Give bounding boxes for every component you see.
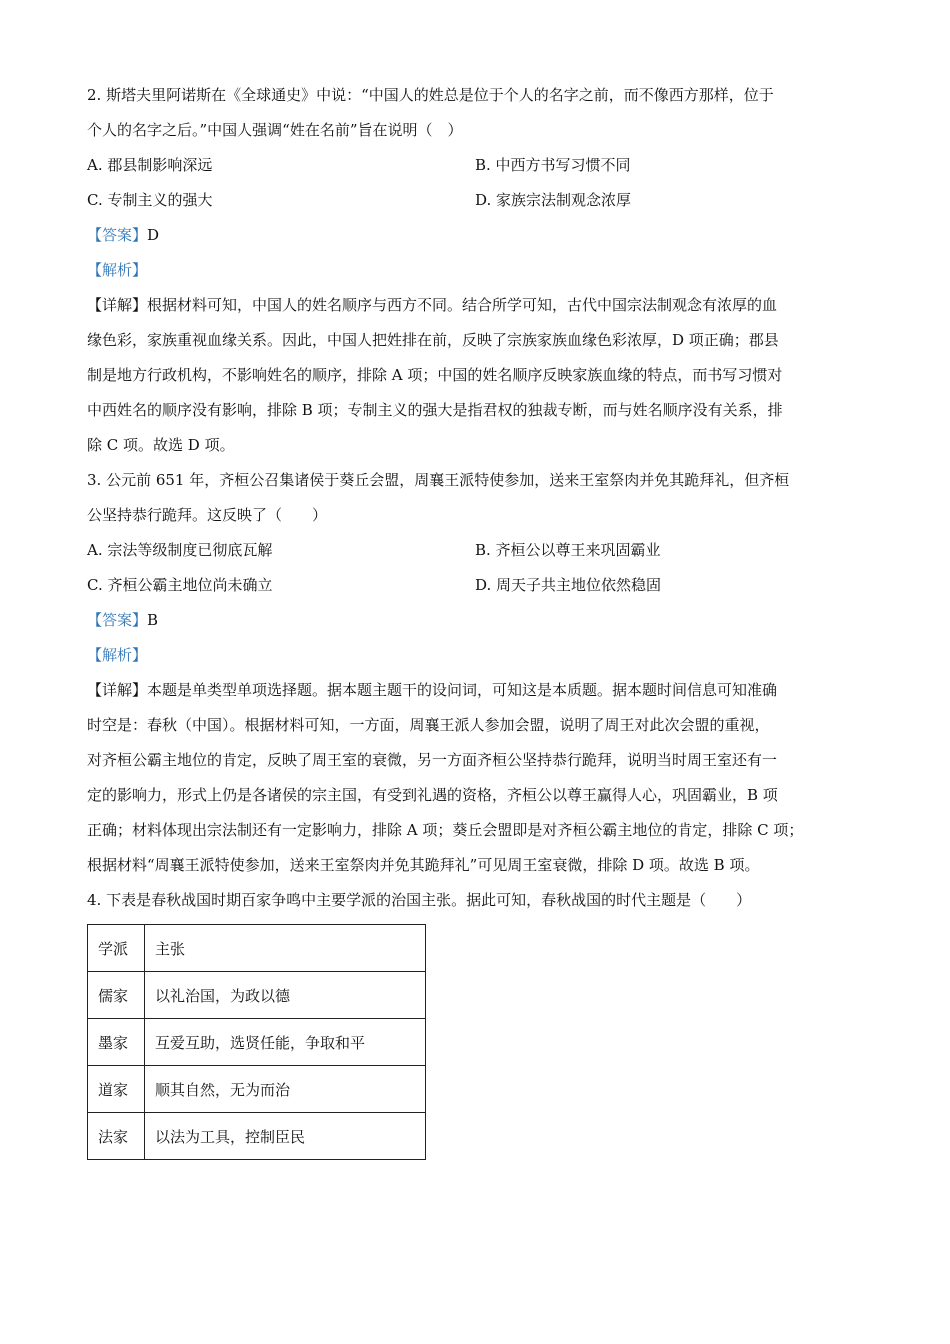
answer-line <box>87 603 877 638</box>
table-row <box>88 1113 426 1160</box>
option-d: D. 周天子共主地位依然稳固 <box>475 576 662 594</box>
document-page <box>87 78 877 1160</box>
detail-line <box>87 673 877 708</box>
options-row <box>87 568 877 603</box>
table-cell: 道家 <box>88 1066 145 1113</box>
table-header-row <box>88 925 426 972</box>
question-3 <box>87 463 877 883</box>
detail-text: 定的影响力，形式上仍是各诸侯的宗主国，有受到礼遇的资格，齐桓公以尊王赢得人心，巩固霸业，B 项 <box>87 786 778 804</box>
analysis-label: 【解析】 <box>87 261 148 279</box>
detail-line <box>87 288 877 323</box>
detail-text: 缘色彩，家族重视血缘关系。因此，中国人把姓排在前，反映了宗族家族血缘色彩浓厚，D 项正确；郡县 <box>87 331 779 349</box>
option-d: D. 家族宗法制观念浓厚 <box>475 191 632 209</box>
table-header-cell: 主张 <box>145 925 426 972</box>
option-c: C. 专制主义的强大 <box>87 191 213 209</box>
question-2 <box>87 78 877 463</box>
schools-table <box>87 924 426 1160</box>
option-a: A. 郡县制影响深远 <box>87 156 213 174</box>
option-b: B. 齐桓公以尊王来巩固霸业 <box>475 541 661 559</box>
question-4 <box>87 883 877 1160</box>
options-row <box>87 533 877 568</box>
table-cell: 互爱互助，选贤任能，争取和平 <box>145 1019 426 1066</box>
answer-line <box>87 218 877 253</box>
table-cell: 法家 <box>88 1113 145 1160</box>
detail-text: 根据材料可知，中国人的姓名顺序与西方不同。结合所学可知，古代中国宗法制观念有浓厚的血 <box>147 296 778 314</box>
detail-label: 【详解】 <box>87 296 148 314</box>
detail-text: 对齐桓公霸主地位的肯定，反映了周王室的衰微，另一方面齐桓公坚持恭行跪拜，说明当时周王室还有一 <box>87 751 778 769</box>
table-cell: 儒家 <box>88 972 145 1019</box>
table-cell: 墨家 <box>88 1019 145 1066</box>
table-cell: 以法为工具，控制臣民 <box>145 1113 426 1160</box>
detail-text: 本题是单类型单项选择题。据本题主题干的设问词，可知这是本质题。据本题时间信息可知准确 <box>147 681 778 699</box>
detail-label: 【详解】 <box>87 681 148 699</box>
question-stem: 公坚持恭行跪拜。这反映了（ ） <box>87 506 328 524</box>
table-cell: 顺其自然，无为而治 <box>145 1066 426 1113</box>
table-header-cell: 学派 <box>88 925 145 972</box>
options-row <box>87 183 877 218</box>
question-stem: 个人的名字之后。”中国人强调“姓在名前”旨在说明（ ） <box>87 121 463 139</box>
answer-label: 【答案】 <box>87 611 148 629</box>
options-row <box>87 148 877 183</box>
answer-value: D <box>147 226 160 244</box>
detail-text: 除 C 项。故选 D 项。 <box>87 436 235 454</box>
option-b: B. 中西方书写习惯不同 <box>475 156 631 174</box>
table-cell: 以礼治国，为政以德 <box>145 972 426 1019</box>
option-a: A. 宗法等级制度已彻底瓦解 <box>87 541 273 559</box>
answer-label: 【答案】 <box>87 226 148 244</box>
table-row <box>88 1019 426 1066</box>
detail-text: 时空是：春秋（中国）。根据材料可知，一方面，周襄王派人参加会盟，说明了周王对此次会盟的重视， <box>87 716 770 734</box>
analysis-label: 【解析】 <box>87 646 148 664</box>
question-stem: 2. 斯塔夫里阿诺斯在《全球通史》中说：“中国人的姓总是位于个人的名字之前，而不像西方那样，位于 <box>87 86 774 104</box>
table-row <box>88 1066 426 1113</box>
detail-text: 正确；材料体现出宗法制还有一定影响力，排除 A 项；葵丘会盟即是对齐桓公霸主地位的肯定，排除 C 项； <box>87 821 804 839</box>
question-stem: 3. 公元前 651 年，齐桓公召集诸侯于葵丘会盟，周襄王派特使参加，送来王室祭肉并免其跪拜礼，但齐桓 <box>87 471 790 489</box>
option-c: C. 齐桓公霸主地位尚未确立 <box>87 576 273 594</box>
question-stem: 4. 下表是春秋战国时期百家争鸣中主要学派的治国主张。据此可知，春秋战国的时代主题是（ ） <box>87 891 752 909</box>
answer-value: B <box>147 611 159 629</box>
table-row <box>88 972 426 1019</box>
detail-text: 制是地方行政机构，不影响姓名的顺序，排除 A 项；中国的姓名顺序反映家族血缘的特点，而书写习惯对 <box>87 366 783 384</box>
detail-text: 中西姓名的顺序没有影响，排除 B 项；专制主义的强大是指君权的独裁专断，而与姓名顺序没有关系，排 <box>87 401 783 419</box>
detail-text: 根据材料“周襄王派特使参加，送来王室祭肉并免其跪拜礼”可见周王室衰微，排除 D 项。故选 B 项。 <box>87 856 760 874</box>
